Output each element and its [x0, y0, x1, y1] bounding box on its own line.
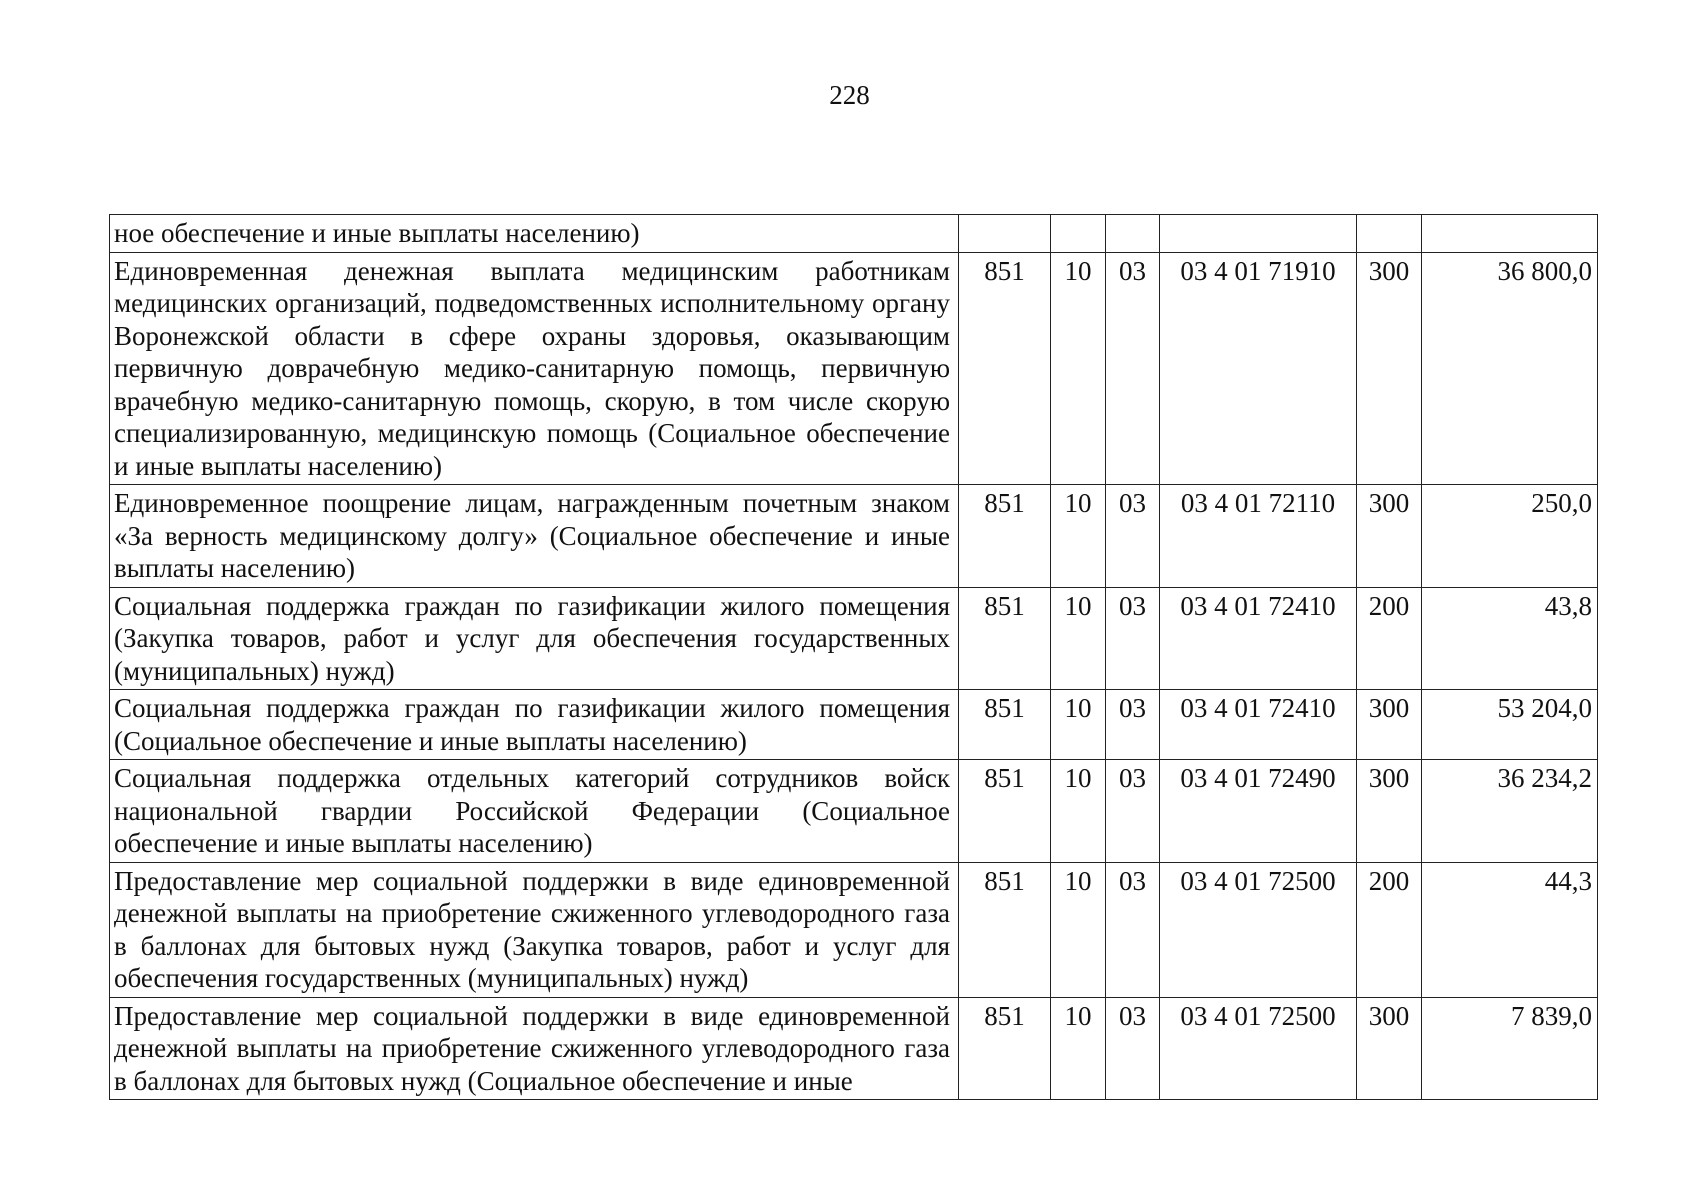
expense-type-cell — [1357, 215, 1422, 253]
section-code-cell: 10 — [1051, 485, 1106, 588]
ministry-code-cell: 851 — [959, 760, 1051, 863]
expense-type-cell: 300 — [1357, 997, 1422, 1100]
ministry-code-cell: 851 — [959, 252, 1051, 485]
target-article-cell: 03 4 01 72490 — [1160, 760, 1357, 863]
ministry-code-cell: 851 — [959, 587, 1051, 690]
description-cell: ное обеспечение и иные выплаты населению) — [110, 215, 959, 253]
section-code-cell: 10 — [1051, 252, 1106, 485]
description-cell: Социальная поддержка отдельных категорий сотрудников войск национальной гвардии Российской Федерации (Социальное обеспечение и иные выплаты населению) — [110, 760, 959, 863]
target-article-cell: 03 4 01 72410 — [1160, 587, 1357, 690]
table-row — [110, 485, 1598, 588]
subsection-code-cell: 03 — [1106, 587, 1160, 690]
ministry-code-cell: 851 — [959, 862, 1051, 997]
amount-cell: 36 234,2 — [1422, 760, 1598, 863]
description-cell: Предоставление мер социальной поддержки в виде единовременной денежной выплаты на приобретение сжиженного углеводородного газа в баллонах для бытовых нужд (Закупка товаров, работ и услуг для обеспечения государственных (муниципальных) нужд) — [110, 862, 959, 997]
subsection-code-cell: 03 — [1106, 862, 1160, 997]
subsection-code-cell: 03 — [1106, 760, 1160, 863]
target-article-cell: 03 4 01 72110 — [1160, 485, 1357, 588]
page-number: 228 — [829, 80, 870, 110]
expense-type-cell: 200 — [1357, 862, 1422, 997]
subsection-code-cell: 03 — [1106, 690, 1160, 760]
table-row — [110, 862, 1598, 997]
section-code-cell: 10 — [1051, 997, 1106, 1100]
expense-type-cell: 300 — [1357, 760, 1422, 863]
description-cell: Социальная поддержка граждан по газификации жилого помещения (Социальное обеспечение и иные выплаты населению) — [110, 690, 959, 760]
description-cell: Единовременная денежная выплата медицинским работникам медицинских организаций, подведомственных исполнительному органу Воронежской области в сфере охраны здоровья, оказывающим первичную доврачебную медико-санитарную помощь, первичную врачебную медико-санитарную помощь, скорую, в том числе скорую специализированную, медицинскую помощь (Социальное обеспечение и иные выплаты населению) — [110, 252, 959, 485]
amount-cell: 53 204,0 — [1422, 690, 1598, 760]
table-row — [110, 215, 1598, 253]
section-code-cell: 10 — [1051, 587, 1106, 690]
section-code-cell: 10 — [1051, 760, 1106, 863]
target-article-cell: 03 4 01 72500 — [1160, 997, 1357, 1100]
section-code-cell: 10 — [1051, 862, 1106, 997]
expense-type-cell: 200 — [1357, 587, 1422, 690]
table-row — [110, 587, 1598, 690]
amount-cell — [1422, 215, 1598, 253]
amount-cell: 7 839,0 — [1422, 997, 1598, 1100]
expense-type-cell: 300 — [1357, 252, 1422, 485]
subsection-code-cell: 03 — [1106, 485, 1160, 588]
description-cell: Социальная поддержка граждан по газификации жилого помещения (Закупка товаров, работ и услуг для обеспечения государственных (муниципальных) нужд) — [110, 587, 959, 690]
subsection-code-cell — [1106, 215, 1160, 253]
description-cell: Единовременное поощрение лицам, награжденным почетным знаком «За верность медицинскому долгу» (Социальное обеспечение и иные выплаты населению) — [110, 485, 959, 588]
ministry-code-cell: 851 — [959, 997, 1051, 1100]
amount-cell: 36 800,0 — [1422, 252, 1598, 485]
target-article-cell: 03 4 01 71910 — [1160, 252, 1357, 485]
table-row — [110, 690, 1598, 760]
section-code-cell — [1051, 215, 1106, 253]
ministry-code-cell: 851 — [959, 485, 1051, 588]
ministry-code-cell: 851 — [959, 690, 1051, 760]
ministry-code-cell — [959, 215, 1051, 253]
amount-cell: 250,0 — [1422, 485, 1598, 588]
amount-cell: 44,3 — [1422, 862, 1598, 997]
target-article-cell: 03 4 01 72500 — [1160, 862, 1357, 997]
subsection-code-cell: 03 — [1106, 252, 1160, 485]
description-cell: Предоставление мер социальной поддержки в виде единовременной денежной выплаты на приобретение сжиженного углеводородного газа в баллонах для бытовых нужд (Социальное обеспечение и иные — [110, 997, 959, 1100]
subsection-code-cell: 03 — [1106, 997, 1160, 1100]
target-article-cell: 03 4 01 72410 — [1160, 690, 1357, 760]
expense-type-cell: 300 — [1357, 690, 1422, 760]
budget-table — [109, 214, 1598, 1100]
target-article-cell — [1160, 215, 1357, 253]
expense-type-cell: 300 — [1357, 485, 1422, 588]
table-row — [110, 252, 1598, 485]
section-code-cell: 10 — [1051, 690, 1106, 760]
table-row — [110, 760, 1598, 863]
amount-cell: 43,8 — [1422, 587, 1598, 690]
table-row — [110, 997, 1598, 1100]
